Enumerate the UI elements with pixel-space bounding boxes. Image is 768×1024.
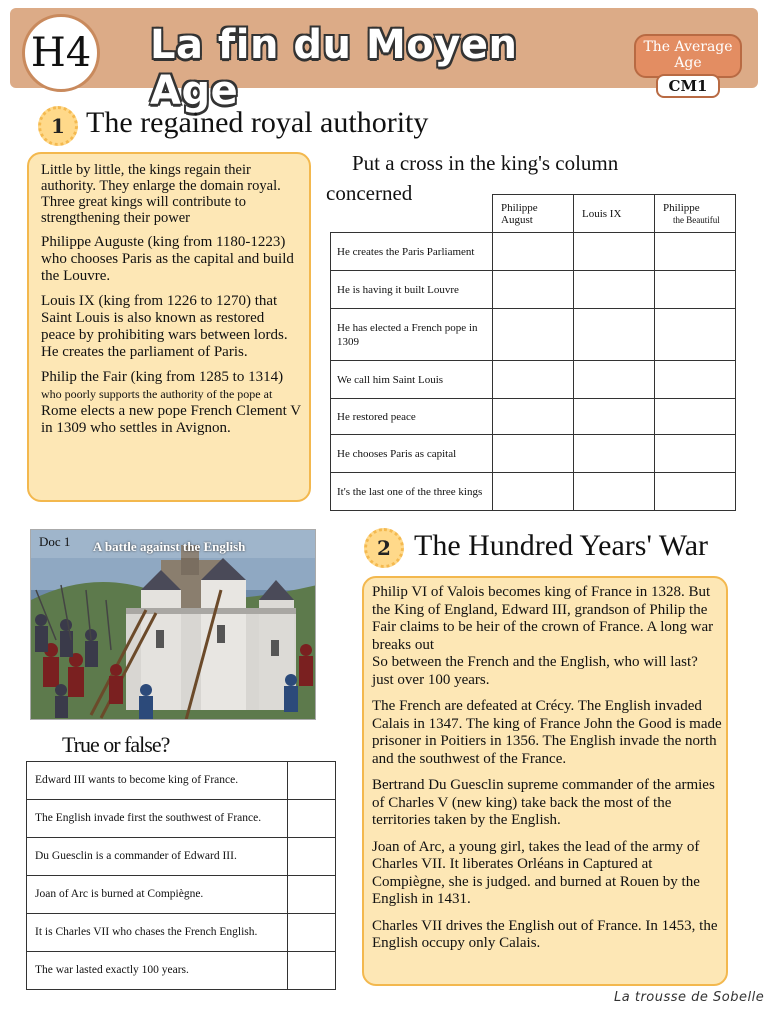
- philip-fair-line3: Rome elects a new pope French Clement V in 1309 who settles in Avignon.: [41, 403, 301, 436]
- statement: The war lasted exactly 100 years.: [27, 952, 288, 990]
- answer-cell[interactable]: [574, 309, 655, 361]
- answer-cell[interactable]: [493, 361, 574, 399]
- paragraph-1-b: So between the French and the English, who will last?: [372, 654, 698, 670]
- instruction-line2: concerned: [326, 181, 413, 205]
- answer-cell[interactable]: [655, 435, 736, 473]
- philippe-auguste-paragraph: [41, 234, 301, 285]
- answer-cell[interactable]: [288, 800, 336, 838]
- row-label: He restored peace: [331, 399, 493, 435]
- statement: Edward III wants to become king of France.: [27, 762, 288, 800]
- paragraph-1-a: Philip VI of Valois becomes king of France in 1328. But the King of England, Edward III, grandson of Philip the Fair claims to be heir of the crown of France. A long war breaks out: [372, 584, 714, 653]
- table-row: [331, 361, 736, 399]
- instruction-line1: Put a cross in the king's column: [352, 151, 619, 175]
- answer-cell[interactable]: [288, 876, 336, 914]
- answer-cell[interactable]: [288, 838, 336, 876]
- column-philippe-beautiful-main: Philippe: [663, 201, 700, 214]
- table-row: [331, 473, 736, 511]
- level-badge: CM1: [656, 74, 720, 98]
- row-label: He creates the Paris Parliament: [331, 233, 493, 271]
- table-row: [27, 838, 336, 876]
- true-false-table: [26, 761, 336, 990]
- intro-paragraph: Little by little, the kings regain their authority. They enlarge the domain royal. Three great kings will contribute to strengthening their power: [41, 162, 281, 226]
- section-2-title: The Hundred Years' War: [414, 529, 709, 562]
- period-badge: [634, 34, 742, 78]
- answer-cell[interactable]: [574, 473, 655, 511]
- row-label: He chooses Paris as capital: [331, 435, 493, 473]
- philip-fair-line1: Philip the Fair (king from 1285 to 1314): [41, 369, 284, 385]
- answer-cell[interactable]: [493, 233, 574, 271]
- statement: Joan of Arc is burned at Compiègne.: [27, 876, 288, 914]
- paragraph-2: The French are defeated at Crécy. The English invaded Calais in 1347. The king of France John the Good is made prisoner in Poitiers in 1356. The English invade the north and the southwest of the France.: [372, 698, 722, 767]
- table-row: [331, 309, 736, 361]
- column-philippe-beautiful-small: the Beautiful: [673, 214, 720, 225]
- philippe-auguste-line1: Philippe Auguste (king from 1180-1223): [41, 234, 286, 250]
- true-false-title: True or false?: [62, 732, 170, 757]
- answer-cell[interactable]: [655, 271, 736, 309]
- paragraph-3: Bertrand Du Guesclin supreme commander of the armies of Charles V (new king) take back the most of the territories taken by the English.: [372, 777, 715, 828]
- table-row: [331, 271, 736, 309]
- table-row: [27, 914, 336, 952]
- answer-cell[interactable]: [493, 309, 574, 361]
- section-1-number: 1: [38, 106, 78, 146]
- answer-cell[interactable]: [493, 473, 574, 511]
- paragraph-1: [372, 584, 722, 689]
- page-header: [10, 8, 758, 114]
- row-label: He has elected a French pope in 1309: [331, 309, 493, 361]
- table-row: [27, 800, 336, 838]
- answer-cell[interactable]: [574, 233, 655, 271]
- table-row: [27, 876, 336, 914]
- battle-illustration: [30, 529, 316, 720]
- paragraph-4: Joan of Arc, a young girl, takes the lead of the army of Charles VII. It liberates Orléans in Captured at Compiègne, she is judged. and burned at Rouen by the English in 1431.: [372, 838, 700, 907]
- column-louis-ix: Louis IX: [574, 195, 655, 233]
- table-row: [331, 399, 736, 435]
- answer-cell[interactable]: [574, 435, 655, 473]
- row-label: He is having it built Louvre: [331, 271, 493, 309]
- period-badge-line2: Age: [674, 55, 702, 71]
- table-row: [331, 435, 736, 473]
- answer-cell[interactable]: [574, 271, 655, 309]
- section-1-text-box: [27, 152, 311, 502]
- section-2-text-box: [362, 576, 728, 986]
- answer-cell[interactable]: [493, 399, 574, 435]
- empty-header-cell: [331, 195, 493, 233]
- philip-fair-paragraph: [41, 369, 301, 437]
- answer-cell[interactable]: [574, 399, 655, 435]
- chapter-badge: H4: [22, 14, 100, 92]
- doc-label: Doc 1: [39, 534, 71, 549]
- answer-cell[interactable]: [493, 435, 574, 473]
- kings-table-header: [331, 195, 736, 233]
- statement: The English invade first the southwest of France.: [27, 800, 288, 838]
- answer-cell[interactable]: [655, 309, 736, 361]
- section-2-number: 2: [364, 528, 404, 568]
- row-label: We call him Saint Louis: [331, 361, 493, 399]
- philip-fair-line2: who poorly supports the authority of the pope at: [41, 387, 273, 401]
- doc-caption: A battle against the English: [93, 539, 246, 554]
- answer-cell[interactable]: [655, 399, 736, 435]
- page-title: La fin du Moyen Age: [150, 22, 518, 114]
- table-row: [27, 952, 336, 990]
- table-row: [27, 762, 336, 800]
- signature: La trousse de Sobelle: [614, 990, 765, 1005]
- statement: It is Charles VII who chases the French English.: [27, 914, 288, 952]
- paragraph-5: Charles VII drives the English out of France. In 1453, the English occupy only Calais.: [372, 917, 718, 951]
- answer-cell[interactable]: [655, 361, 736, 399]
- statement: Du Guesclin is a commander of Edward III.: [27, 838, 288, 876]
- period-badge-line1: The Average: [643, 39, 733, 55]
- answer-cell[interactable]: [288, 762, 336, 800]
- section-1-title: The regained royal authority: [86, 106, 429, 139]
- kings-table: [330, 194, 736, 511]
- answer-cell[interactable]: [288, 952, 336, 990]
- column-philippe-august: Philippe August: [493, 195, 574, 233]
- answer-cell[interactable]: [288, 914, 336, 952]
- answer-cell[interactable]: [493, 271, 574, 309]
- battle-scene-image: [31, 530, 316, 720]
- answer-cell[interactable]: [655, 233, 736, 271]
- row-label: It's the last one of the three kings: [331, 473, 493, 511]
- paragraph-1-c: just over 100 years.: [372, 671, 490, 688]
- philippe-auguste-line2: who chooses Paris as the capital and build the Louvre.: [41, 251, 294, 284]
- answer-cell[interactable]: [655, 473, 736, 511]
- louis-ix-paragraph: Louis IX (king from 1226 to 1270) that Saint Louis is also known as restored peace by prohibiting wars between lords. He creates the parliament of Paris.: [41, 293, 288, 360]
- answer-cell[interactable]: [574, 361, 655, 399]
- table-row: [331, 233, 736, 271]
- column-philippe-beautiful: [655, 195, 736, 233]
